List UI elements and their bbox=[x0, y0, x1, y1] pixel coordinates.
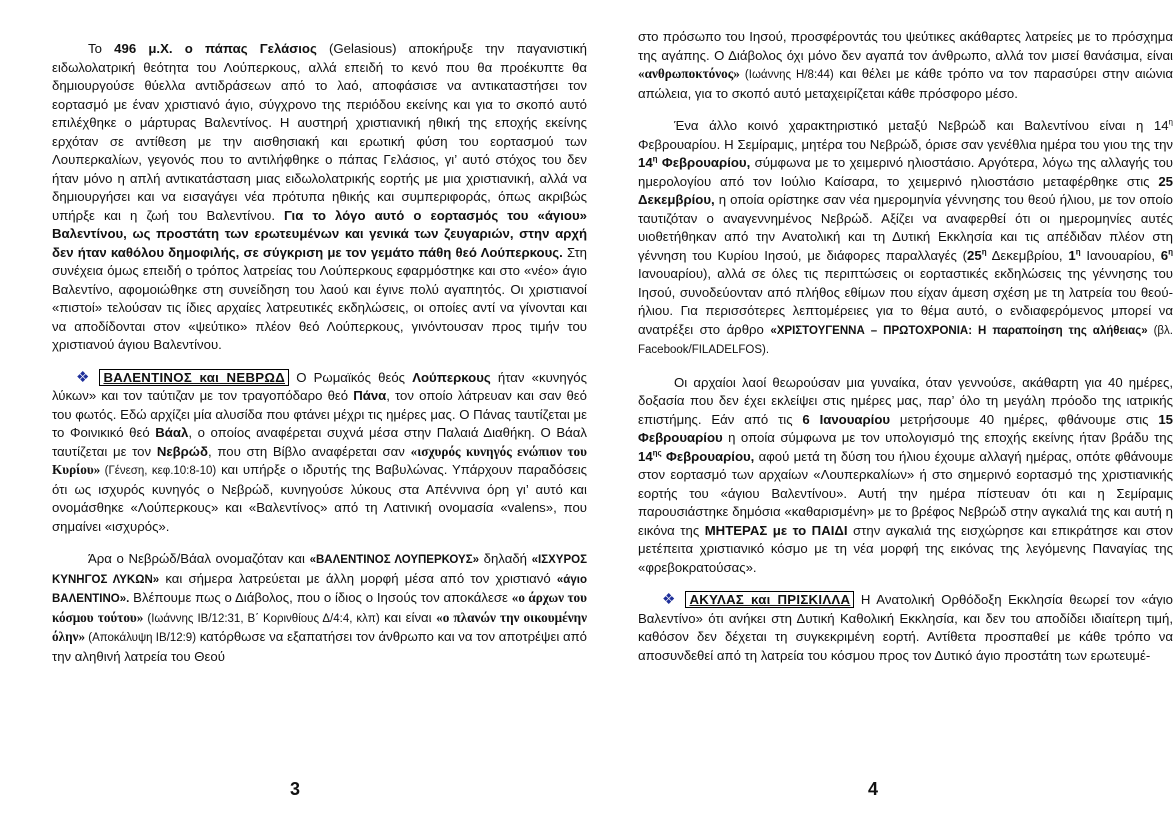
bold-text: 1 bbox=[1068, 247, 1076, 263]
paragraph-valentinos-nevrod bbox=[52, 369, 587, 537]
superscript: η bbox=[1168, 117, 1173, 127]
paragraph-akylas-priskilla bbox=[638, 591, 1173, 665]
superscript: η bbox=[652, 154, 658, 164]
text: Φεβρουαρίου. Η Σεμίραμις, μητέρα του Νεβρώδ, όρισε σαν γενέθλια ημέρα του γιου της την bbox=[638, 136, 1173, 152]
bold-text: 14 bbox=[638, 155, 653, 170]
text: Η Ανατολική Ορθόδοξη Εκκλησία θεωρεί τον «άγιο Βαλεντίνο» ότι ανήκει στη Δυτική Καθολική Εκκλησία, και δεν του αποδίδει ιδιαίτερη τιμή, καθόσον δεν δέχεται τη συγκεκριμένη εορτή. Αντίθετα προσπαθεί με κάθε τρόπο να αποσυνδεθεί από τη λατρεία του κόσμου προς τον Δυτικό άγιο προστάτη των ερωτευμέ- bbox=[638, 592, 1173, 663]
text: Άρα ο Νεβρώδ/Βάαλ ονομαζόταν και bbox=[88, 551, 310, 566]
bold-text: 6 bbox=[1160, 247, 1169, 263]
text: στο πρόσωπο του Ιησού, προσφέροντάς του ψεύτικες ακάθαρτες λατρείες με το πρόσχημα της αγάπης. Ο Διάβολος όχι μόνο δεν αγαπά τον άνθρωπο, αλλά τον μισεί θανάσιμα, είναι bbox=[638, 29, 1173, 63]
bold-text: Φεβρουαρίου, bbox=[661, 448, 755, 464]
bible-quote: «ο άρχων του κόσμου τούτου» bbox=[52, 590, 587, 625]
text: η οποία ορίστηκε σαν νέα ημερομηνία γέννησης του θεού ήλιου, με τον οποίο ταυτιζόταν ο αναγεννημένος Νεβρώδ. Αξίζει να αναφερθεί ότι οι ημερομηνίες αυτές υιοθετήθηκαν από την Ανατολική και τη Δυτική Εκκλησία και τις απέδιδαν πλέον στη γέννηση του Κυρίου Ιησού, με διάφορες παραλλαγές ( bbox=[638, 192, 1173, 263]
bold-text: «ΒΑΛΕΝΤΙΝΟΣ ΛΟΥΠΕΡΚΟΥΣ» bbox=[309, 554, 480, 566]
text: και θέλει με κάθε τρόπο να τον παρασύρει στην αιώνια απώλεια, για το σκοπό αυτό μεταχειρίζεται κάθε πρόσφορο μέσο. bbox=[638, 66, 1173, 101]
left-page-content bbox=[52, 40, 587, 680]
superscript: ης bbox=[652, 448, 662, 458]
paragraph-continuation bbox=[638, 28, 1173, 103]
text: και σήμερα λατρεύεται με άλλη μορφή μέσα από τον χριστιανό bbox=[159, 570, 557, 586]
superscript: η bbox=[981, 247, 987, 257]
bold-text: 25 Δεκεμβρίου, bbox=[638, 173, 1173, 207]
text: και είναι bbox=[379, 609, 437, 625]
bible-reference: (Ιωάννης Η/8:44) bbox=[739, 69, 834, 81]
superscript: η bbox=[1075, 247, 1081, 257]
text: , ο οποίος αναφέρεται συχνά μέσα στην Παλαιά Διαθήκη. Ο Βάαλ ταυτίζεται με τον bbox=[52, 425, 587, 459]
text: μετρήσουμε 40 ημέρες, φθάνουμε στις bbox=[890, 411, 1159, 427]
section-heading: ΑΚΥΛΑΣ και ΠΡΙΣΚΙΛΛΑ bbox=[685, 591, 854, 608]
bold-text: Πάνα bbox=[353, 388, 387, 403]
bible-quote: «ο πλανών την οικουμένην όλην» bbox=[52, 609, 588, 644]
text: στην αγκαλιά της εισχώρησε και επικράτησε και στον μετέπειτα χριστιανικό κόσμο με τη νέα μορφή της εικόνας της λεγόμενης Παναγίας της «φρεβοκρατούσας». bbox=[638, 522, 1173, 575]
left-page bbox=[52, 0, 587, 826]
bible-quote: «ισχυρός κυνηγός ενώπιον του Κυρίου» bbox=[52, 443, 587, 477]
text: Στη συνέχεια όμως επειδή ο τρόπος λατρείας του Λούπερκους εφαρμόστηκε και στο «νέο» άγιο Βαλεντίνο, αφομοιώθηκε στη συνείδηση του λαού και έγινε πολύ αγαπητός. Οι χριστιανοί «πιστοί» τελούσαν τις ίδιες αρχαίες λατρευτικές εκδηλώσεις, οι οποίες αντί να γίνονται και να αποδίδονται στον «ψεύτικο» πλέον θεό Λούπερκους, γινόντουσαν προς τιμήν του χριστιανού άγιου Βαλεντίνου. bbox=[52, 244, 588, 352]
article-reference: «ΧΡΙΣΤΟΥΓΕΝΝΑ – ΠΡΩΤΟΧΡΟΝΙΑ: Η παραποίηση της αλήθειας» bbox=[770, 324, 1148, 337]
bold-text: ΜΗΤΕΡΑΣ με το ΠΑΙΔΙ bbox=[704, 522, 848, 538]
text: Το bbox=[88, 41, 115, 56]
bible-reference: (Αποκάλυψη ΙΒ/12:9) bbox=[85, 632, 197, 644]
bible-reference: (Γένεση, κεφ.10:8-10) bbox=[100, 465, 217, 477]
text: δηλαδή bbox=[479, 551, 532, 566]
text: και υπήρξε ο ιδρυτής της Βαβυλώνας. Υπάρχουν παραδόσεις ότι ως ισχυρός κυνηγός ο Νεβρώδ, κυνηγούσε λύκους στα Απέννινα όρη γι’ αυτό και ονομάσθηκε «Λούπερκους» και «Βαλεντίνος» από τη Λατινική ονομασία «valens», που σημαίνει «ισχυρός». bbox=[52, 462, 588, 534]
diamond-bullet-icon: ❖ bbox=[76, 368, 90, 386]
bold-text: «ΙΣΧΥΡΟΣ ΚΥΝΗΓΟΣ ΛΥΚΩΝ» bbox=[52, 554, 587, 586]
page-number: 4 bbox=[868, 779, 879, 799]
text: Ένα άλλο κοινό χαρακτηριστικό μεταξύ Νεβρώδ και Βαλεντίνου είναι η 14 bbox=[674, 118, 1169, 133]
paragraph-february-14 bbox=[638, 117, 1173, 360]
bold-text: «άγιο ΒΑΛΕΝΤΙΝΟ». bbox=[52, 573, 587, 605]
text: Ιανουαρίου), αλλά σε όλες τις περιπτώσεις οι εορταστικές εκδηλώσεις της γέννησης του Ιησού, συνοδεύονταν από πλήθος εθίμων που είχαν άμεση σχέση με τη λατρεία του θεού-ήλιου. Για περισσότερες λεπτομέρειες για το θέμα αυτό, ο ενδιαφερόμενος μπορεί να ανατρέξει στο άρθρο bbox=[638, 266, 1173, 337]
text: η οποία σύμφωνα με τον υπολογισμό της εποχής εκείνης ήταν βράδυ της bbox=[722, 430, 1173, 445]
bold-text: 15 Φεβρουαρίου bbox=[638, 411, 1173, 445]
bold-text: Για το λόγο αυτό ο εορτασμός του «άγιου» Βαλεντίνου, ως προστάτη των ερωτευμένων και γενικά των ζευγαριών, στην αρχή δεν ήταν καθόλου δημοφιλής, σε σύγκριση με τον γεμάτο πάθη θεό Λούπερκους. bbox=[52, 207, 587, 260]
text: σύμφωνα με το χειμερινό ηλιοστάσιο. Αργότερα, λόγω της αλλαγής του ημερολογίου από τον Ιούλιο Καίσαρα, το χειμερινό ηλιοστάσιο μεταφέρθηκε στις bbox=[638, 155, 1173, 189]
bible-quote: «ανθρωποκτόνος» bbox=[638, 66, 740, 81]
page-number: 3 bbox=[290, 779, 301, 799]
text: Δεκεμβρίου, bbox=[986, 247, 1069, 263]
text: , τον οποίο λάτρευαν και σαν θεό του φωτός. Εδώ αρχίζει μία αλυσίδα που φτάνει μέχρι τις ημέρες μας. Ο Πάνας ταυτίζεται με το Φοινικικό θεό bbox=[52, 388, 587, 440]
text: Ο Ρωμαϊκός θεός bbox=[289, 369, 413, 385]
superscript: η bbox=[1168, 247, 1173, 257]
diamond-bullet-icon: ❖ bbox=[662, 591, 676, 608]
text: (Gelasious) αποκήρυξε την παγανιστική ειδωλολατρική θεότητα του Λούπερκους, αλλά επειδή το κενό που θα προέκυπτε θα δημιουργούσε θύελλα αντιδράσεων από το λαό, αποφάσισε να αντικαταστήσει τον εορτασμό με έναν χριστιανό άγιο, σύγχρονο της περιόδου εκείνης και για το σκοπό αυτό επιλέχθηκε ο μάρτυρας Βαλεντίνος. Η αυστηρή χριστιανική ηθική της εποχής εκείνης ερχόταν σε αντίθεση με την αισθησιακή και ερωτική φύση του εορτασμού των Λουπερκαλίων, γεγονός που το αντιλήφθηκε ο πάπας Γελάσιος, γι’ αυτό στόχος του δεν ήταν μόνο η απλή αντικατάσταση μιας ειδωλολατρικής εορτής με μια χριστιανική, αλλά να δημιουργήσει και να εισαγάγει νέα πρότυπα ηθικής και συμπεριφοράς, όπως ακριβώς υπήρξε και η ζωή του Βαλεντίνου. bbox=[52, 41, 587, 223]
paragraph-40-days bbox=[638, 374, 1173, 578]
text: αφού μετά τη δύση του ήλιου έχουμε αλλαγή ημέρας, οπότε φθάνουμε στον εορτασμό των αρχαίων «Λουπερκαλίων» ή στο σημερινό εορτασμό της χριστιανικής εορτής του «άγιου Βαλεντίνου». Αυτή την ημέρα πίστευαν ότι και η Σεμίραμις παρουσιάστηκε δημόσια «καθαρισμένη» με το βρέφος Νεβρώδ στην αγκαλιά της και αυτή η εικόνα της bbox=[638, 448, 1173, 538]
text: κατόρθωσε να εξαπατήσει τον άνθρωπο και να τον αποτρέψει από την αληθινή λατρεία του Θεού bbox=[52, 629, 587, 664]
section-heading: ΒΑΛΕΝΤΙΝΟΣ και ΝΕΒΡΩΔ bbox=[99, 369, 289, 386]
right-page-content bbox=[638, 28, 1173, 679]
bold-text: Βάαλ bbox=[155, 425, 189, 440]
right-page bbox=[638, 0, 1173, 826]
bold-text: 6 Ιανουαρίου bbox=[802, 411, 891, 427]
bible-reference: (Ιωάννης ΙΒ/12:31, Β΄ Κορινθίους Δ/4:4, κλπ) bbox=[143, 612, 380, 625]
bold-text: Λούπερκους bbox=[412, 369, 491, 385]
text: Ιανουαρίου, bbox=[1080, 247, 1161, 263]
paragraph-valentinos-loupercus bbox=[52, 550, 587, 666]
text: Οι αρχαίοι λαοί θεωρούσαν μια γυναίκα, όταν γεννούσε, ακάθαρτη για 40 ημέρες, δοξασία που δεν έχει εκλείψει στις ημέρες μας, παρ’ όλο τη μεγάλη πρόοδο της ιατρικής επιστήμης. Εάν από τις bbox=[638, 374, 1173, 427]
bold-text: 25 bbox=[967, 247, 982, 263]
bold-text: Νεβρώδ bbox=[156, 443, 208, 459]
text: ήταν «κυνηγός λύκων» και τον ταύτιζαν με τον τραγοπόδαρο θεό bbox=[52, 369, 587, 403]
text: , που στη Βίβλο αναφέρεται σαν bbox=[207, 443, 411, 459]
bold-text: 496 μ.Χ. ο πάπας Γελάσιος bbox=[114, 41, 317, 56]
paragraph-gelasius bbox=[52, 40, 587, 355]
bold-text: 14 bbox=[638, 448, 653, 464]
text: Βλέπουμε πως ο Διάβολος, που ο ίδιος ο Ιησούς τον αποκάλεσε bbox=[129, 590, 512, 605]
facebook-reference: (βλ. Facebook/FILADELFOS). bbox=[638, 324, 1173, 356]
bold-text: Φεβρουαρίου, bbox=[657, 155, 751, 170]
